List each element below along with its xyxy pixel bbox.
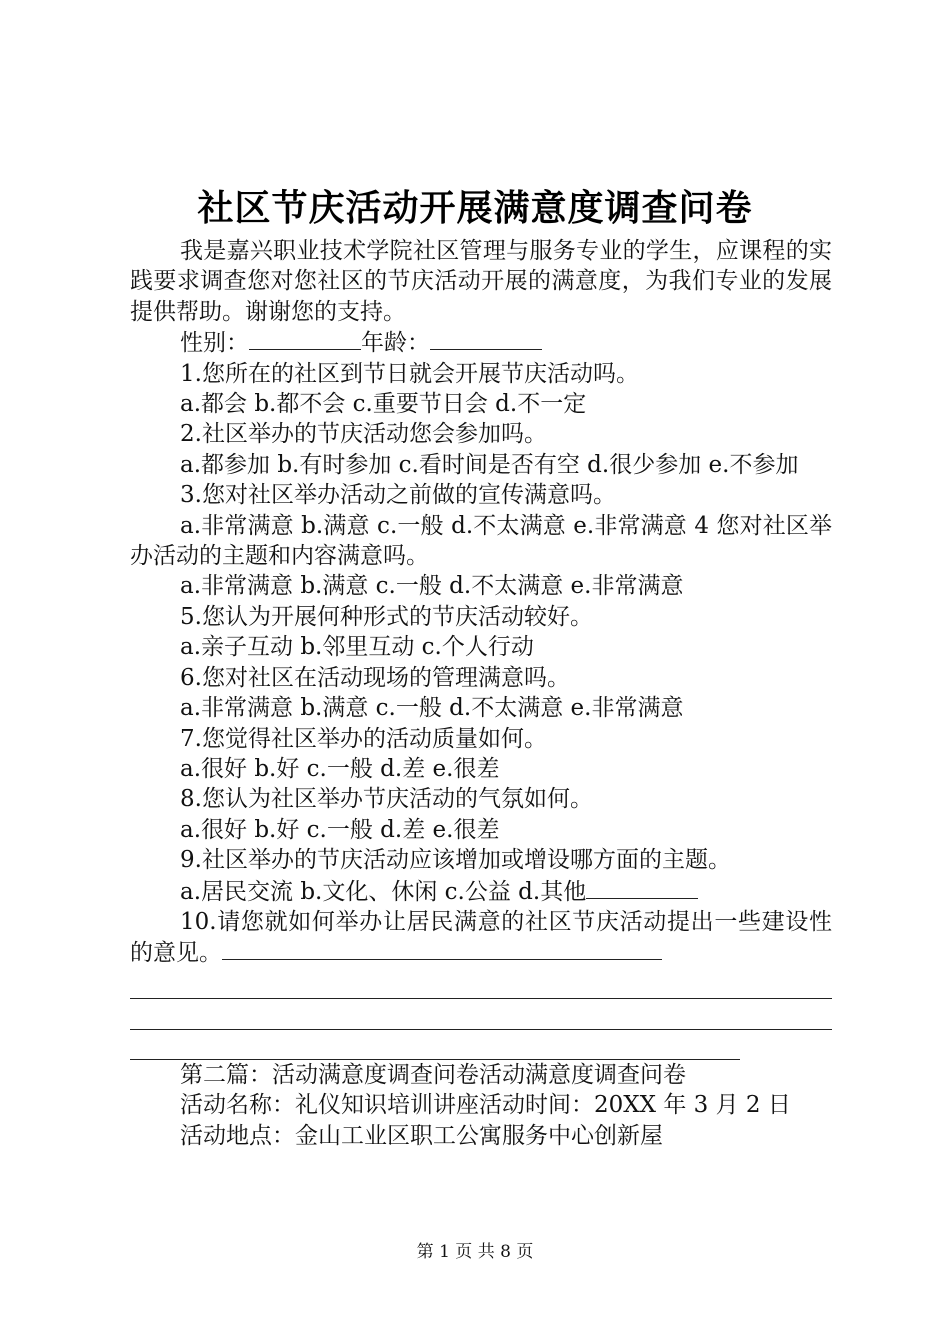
question-2: 2.社区举办的节庆活动您会参加吗。 [180, 421, 547, 448]
gender-label: 性别： [180, 330, 249, 357]
question-2-options: a.都参加 b.有时参加 c.看时间是否有空 d.很少参加 e.不参加 [180, 451, 799, 478]
question-5: 5.您认为开展何种形式的节庆活动较好。 [180, 603, 593, 630]
question-10: 10.请您就如何举办让居民满意的社区节庆活动提出一些建设性的意见。 [130, 908, 832, 967]
question-9-options: a.居民交流 b.文化、休闲 c.公益 d.其他 [180, 878, 587, 905]
question-9: 9.社区举办的节庆活动应该增加或增设哪方面的主题。 [180, 847, 731, 874]
question-8: 8.您认为社区举办节庆活动的气氛如何。 [180, 786, 593, 813]
age-label: 年龄： [361, 330, 430, 357]
question-3: 3.您对社区举办活动之前做的宣传满意吗。 [180, 482, 616, 509]
question-8-options: a.很好 b.好 c.一般 d.差 e.很差 [180, 816, 500, 843]
part-2-title: 第二篇：活动满意度调查问卷活动满意度调查问卷 [180, 1061, 686, 1088]
respondent-info-line [130, 327, 832, 358]
question-4-options: a.非常满意 b.满意 c.一般 d.不太满意 e.非常满意 [180, 573, 684, 600]
activity-place-line: 活动地点：金山工业区职工公寓服务中心创新屋 [180, 1122, 663, 1149]
document-title: 社区节庆活动开展满意度调查问卷 [197, 188, 753, 229]
question-10-line [130, 907, 832, 969]
age-blank [430, 327, 542, 350]
question-3-options-and-question-4: a.非常满意 b.满意 c.一般 d.不太满意 e.非常满意 4 您对社区举办活动的主题和内容满意吗。 [130, 512, 832, 570]
document-body [130, 236, 832, 1151]
answer-blank-inline [222, 937, 662, 960]
question-1-options: a.都会 b.都不会 c.重要节日会 d.不一定 [180, 391, 587, 418]
other-blank [586, 876, 698, 899]
question-9-options-line [130, 876, 832, 907]
answer-blank-line [130, 999, 832, 1029]
page-number-footer: 第 1 页 共 8 页 [416, 1242, 534, 1262]
question-5-options: a.亲子互动 b.邻里互动 c.个人行动 [180, 634, 534, 661]
question-6-options: a.非常满意 b.满意 c.一般 d.不太满意 e.非常满意 [180, 695, 684, 722]
gender-blank [249, 327, 361, 350]
question-1: 1.您所在的社区到节日就会开展节庆活动吗。 [180, 360, 639, 387]
activity-name-line: 活动名称：礼仪知识培训讲座活动时间：20XX 年 3 月 2 日 [180, 1092, 791, 1119]
question-7-options: a.很好 b.好 c.一般 d.差 e.很差 [180, 755, 500, 782]
question-6: 6.您对社区在活动现场的管理满意吗。 [180, 664, 570, 691]
answer-blank-line [130, 1030, 740, 1060]
question-7: 7.您觉得社区举办的活动质量如何。 [180, 725, 547, 752]
answer-blank-line [130, 969, 832, 999]
intro-paragraph: 我是嘉兴职业技术学院社区管理与服务专业的学生，应课程的实践要求调查您对您社区的节庆活动开展的满意度，为我们专业的发展提供帮助。谢谢您的支持。 [130, 238, 832, 325]
